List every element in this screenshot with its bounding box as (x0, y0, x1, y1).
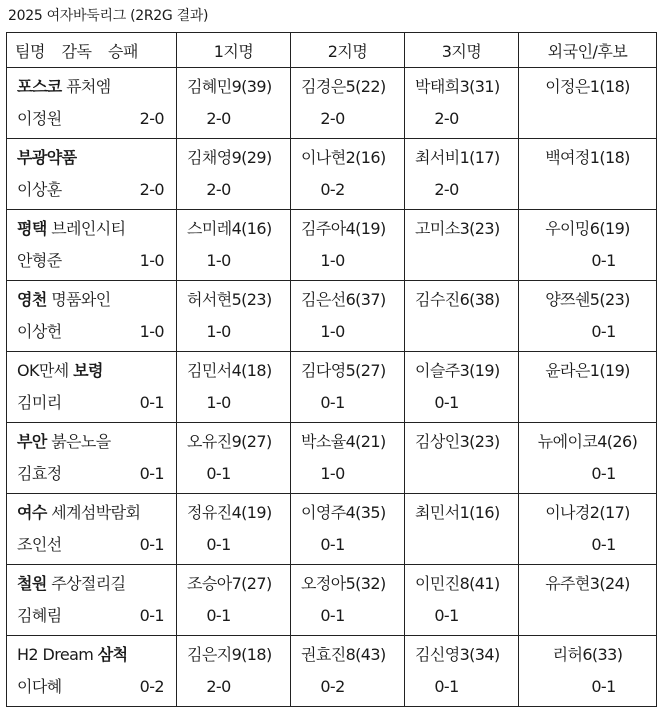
player-result: 0-1 (206, 606, 231, 625)
table-row (7, 281, 657, 352)
player-name: 유주현3(24) (545, 574, 630, 593)
player-result: 0-1 (434, 606, 459, 625)
coach-name: 안형준 (17, 251, 62, 270)
player-result: 2-0 (434, 109, 459, 128)
header-board3: 3지명 (405, 33, 519, 68)
player-name: 김경은5(22) (301, 77, 386, 96)
table-row (7, 139, 657, 210)
coach-name: 이상헌 (17, 322, 62, 341)
player-name: 박태희3(31) (415, 77, 500, 96)
team-name-city: 삼척 (97, 645, 128, 664)
player-name: 양쯔쉔5(23) (545, 290, 630, 309)
player-name: 윤라은1(19) (545, 361, 630, 380)
team-name-suffix: 명품와인 (46, 290, 111, 309)
team-record: 2-0 (139, 109, 164, 128)
team-name (17, 147, 176, 169)
coach-name: 김혜림 (17, 606, 62, 625)
player-result: 0-1 (320, 535, 345, 554)
board2-cell (291, 68, 405, 139)
player-result: 0-2 (320, 180, 345, 199)
foreign-cell (519, 423, 657, 494)
team-name-suffix: 주상절리길 (46, 574, 126, 593)
player-name: 리허6(33) (552, 645, 623, 664)
team-name-city: 부광약품 (17, 148, 77, 167)
foreign-cell (519, 352, 657, 423)
player-name: 이나현2(16) (301, 148, 386, 167)
team-cell (7, 210, 177, 281)
board3-cell (405, 210, 519, 281)
player-name: 김수진6(38) (415, 290, 500, 309)
header-board2: 2지명 (291, 33, 405, 68)
board1-cell (177, 210, 291, 281)
player-result: 2-0 (206, 180, 231, 199)
player-name: 우이밍6(19) (545, 219, 630, 238)
player-result: 0-1 (591, 251, 616, 270)
header-team-name: 팀명 (15, 41, 45, 61)
coach-name: 김미리 (17, 393, 62, 412)
board2-cell (291, 565, 405, 636)
table-row (7, 352, 657, 423)
player-result: 0-1 (434, 677, 459, 696)
player-name: 허서현5(23) (187, 290, 272, 309)
team-cell (7, 565, 177, 636)
player-result: 0-1 (434, 393, 459, 412)
player-result: 2-0 (206, 677, 231, 696)
team-name-prefix: OK만세 (17, 361, 74, 380)
board1-cell (177, 68, 291, 139)
team-name (17, 573, 176, 595)
board3-cell (405, 281, 519, 352)
player-name: 김혜민9(39) (187, 77, 272, 96)
team-name-suffix: 퓨처엠 (61, 77, 111, 96)
team-name-suffix: 세계섬박람회 (46, 503, 141, 522)
player-result: 0-1 (591, 464, 616, 483)
player-name: 오유진9(27) (187, 432, 272, 451)
team-record: 1-0 (139, 251, 164, 270)
player-name: 이나경2(17) (545, 503, 630, 522)
team-name (17, 289, 176, 311)
team-record: 0-2 (139, 677, 164, 696)
board2-cell (291, 139, 405, 210)
team-cell (7, 494, 177, 565)
team-name (17, 644, 176, 666)
coach-name: 이정원 (17, 109, 62, 128)
team-name-prefix: H2 Dream (17, 645, 98, 664)
player-name: 김은지9(18) (187, 645, 272, 664)
foreign-cell (519, 210, 657, 281)
player-name: 스미레4(16) (187, 219, 272, 238)
player-result: 0-1 (206, 464, 231, 483)
board2-cell (291, 494, 405, 565)
team-name-city: 영천 (17, 290, 47, 309)
coach-name: 이다혜 (17, 677, 62, 696)
player-name: 이민진8(41) (415, 574, 500, 593)
player-result: 0-1 (320, 606, 345, 625)
team-name-city: 부안 (17, 432, 47, 451)
player-result: 1-0 (320, 251, 345, 270)
board3-cell (405, 423, 519, 494)
team-cell (7, 636, 177, 707)
team-cell (7, 352, 177, 423)
player-name: 뉴에이코4(26) (537, 432, 638, 451)
player-name: 정유진4(19) (187, 503, 272, 522)
board1-cell (177, 494, 291, 565)
board1-cell (177, 281, 291, 352)
header-foreign: 외국인/후보 (519, 33, 657, 68)
foreign-cell (519, 139, 657, 210)
header-board1: 1지명 (177, 33, 291, 68)
board2-cell (291, 423, 405, 494)
header-coach: 감독 (61, 41, 92, 61)
player-name: 최서비1(17) (415, 148, 500, 167)
player-name: 조승아7(27) (187, 574, 272, 593)
team-name (17, 502, 176, 524)
team-record: 2-0 (139, 180, 164, 199)
board3-cell (405, 68, 519, 139)
team-name-city: 철원 (17, 574, 47, 593)
team-record: 1-0 (139, 322, 164, 341)
board2-cell (291, 636, 405, 707)
board2-cell (291, 352, 405, 423)
player-result: 0-2 (320, 677, 345, 696)
board3-cell (405, 494, 519, 565)
player-result: 1-0 (206, 393, 231, 412)
player-name: 김민서4(18) (187, 361, 272, 380)
foreign-cell (519, 494, 657, 565)
team-name (17, 76, 176, 98)
table-row (7, 636, 657, 707)
table-row (7, 210, 657, 281)
player-name: 김상인3(23) (415, 432, 500, 451)
team-name-suffix: 브레인시티 (46, 219, 126, 238)
team-name (17, 218, 176, 240)
team-name-city: 여수 (17, 503, 47, 522)
team-cell (7, 281, 177, 352)
foreign-cell (519, 68, 657, 139)
team-record: 0-1 (139, 606, 164, 625)
player-result: 0-1 (591, 535, 616, 554)
player-result: 0-1 (591, 677, 616, 696)
team-record: 0-1 (139, 464, 164, 483)
player-result: 0-1 (206, 535, 231, 554)
player-name: 권효진8(43) (301, 645, 386, 664)
player-name: 김은선6(37) (301, 290, 386, 309)
team-record: 0-1 (139, 535, 164, 554)
table-row (7, 565, 657, 636)
table-caption: 2025 여자바둑리그 (2R2G 결과) (8, 8, 209, 24)
league-results-table (6, 32, 657, 707)
team-cell (7, 68, 177, 139)
player-result: 0-1 (591, 322, 616, 341)
player-name: 이영주4(35) (301, 503, 386, 522)
player-result: 1-0 (206, 251, 231, 270)
board3-cell (405, 139, 519, 210)
player-name: 김주아4(19) (301, 219, 386, 238)
player-name: 오정아5(32) (301, 574, 386, 593)
header-team (7, 33, 177, 68)
board1-cell (177, 636, 291, 707)
board3-cell (405, 565, 519, 636)
player-name: 김신영3(34) (415, 645, 500, 664)
player-result: 1-0 (206, 322, 231, 341)
team-cell (7, 139, 177, 210)
player-name: 고미소3(23) (415, 219, 500, 238)
foreign-cell (519, 565, 657, 636)
board3-cell (405, 636, 519, 707)
player-name: 이정은1(18) (545, 77, 630, 96)
board1-cell (177, 139, 291, 210)
player-result: 1-0 (320, 322, 345, 341)
board1-cell (177, 352, 291, 423)
table-row (7, 68, 657, 139)
player-result: 2-0 (434, 180, 459, 199)
coach-name: 조인선 (17, 535, 62, 554)
coach-name: 김효정 (17, 464, 62, 483)
header-row (7, 33, 657, 68)
player-result: 0-1 (320, 393, 345, 412)
board1-cell (177, 565, 291, 636)
board1-cell (177, 423, 291, 494)
player-name: 이슬주3(19) (415, 361, 500, 380)
player-result: 2-0 (206, 109, 231, 128)
player-name: 최민서1(16) (415, 503, 500, 522)
player-name: 김다영5(27) (301, 361, 386, 380)
coach-name: 이상훈 (17, 180, 62, 199)
team-name-suffix: 붉은노을 (46, 432, 111, 451)
foreign-cell (519, 636, 657, 707)
board3-cell (405, 352, 519, 423)
team-record: 0-1 (139, 393, 164, 412)
board2-cell (291, 210, 405, 281)
player-result: 2-0 (320, 109, 345, 128)
player-name: 백여정1(18) (545, 148, 630, 167)
team-name-city: 포스코 (17, 77, 62, 96)
player-name: 박소율4(21) (301, 432, 386, 451)
team-name-city: 보령 (73, 361, 103, 380)
team-name-city: 평택 (17, 219, 47, 238)
table-row (7, 494, 657, 565)
team-cell (7, 423, 177, 494)
header-record: 승패 (108, 41, 138, 61)
player-result: 1-0 (320, 464, 345, 483)
team-name (17, 360, 176, 382)
player-name: 김채영9(29) (187, 148, 272, 167)
foreign-cell (519, 281, 657, 352)
team-name (17, 431, 176, 453)
table-row (7, 423, 657, 494)
board2-cell (291, 281, 405, 352)
